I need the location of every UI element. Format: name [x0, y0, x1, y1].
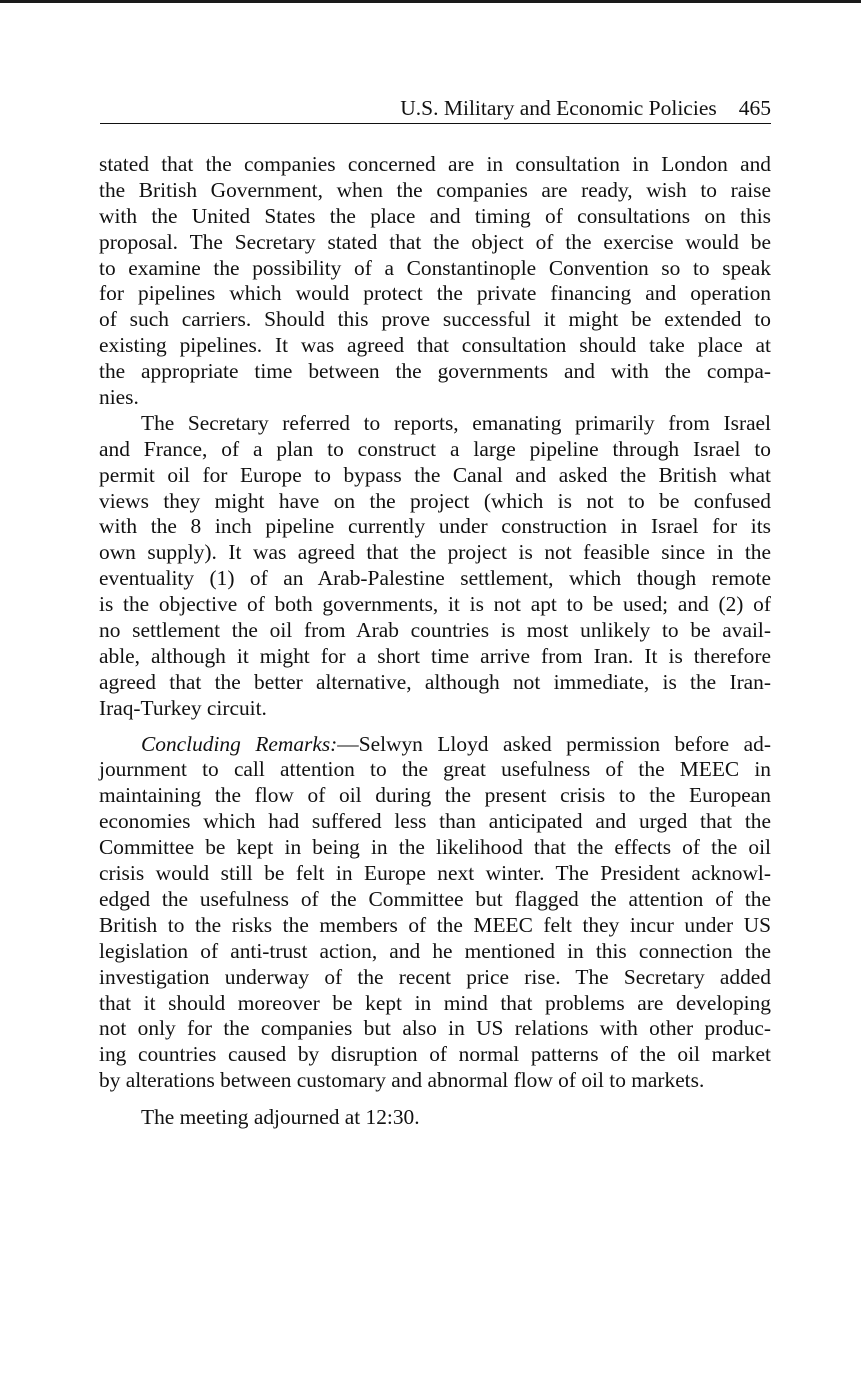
- text-line: investigation underway of the recent price rise. The Secretary added: [99, 964, 771, 989]
- lead-text: —Selwyn Lloyd asked permission before ad-: [337, 731, 771, 756]
- page-number: 465: [738, 96, 771, 120]
- text-line-lead: [99, 732, 771, 758]
- text-line: permit oil for Europe to bypass the Canal and asked the British what: [99, 462, 771, 487]
- body-text: [99, 152, 771, 1131]
- text-line: maintaining the flow of oil during the present crisis to the European: [99, 783, 771, 808]
- text-line: and France, of a plan to construct a large pipeline through Israel to: [99, 436, 771, 461]
- text-line: to examine the possibility of a Constantinople Convention so to speak: [99, 255, 771, 280]
- text-line: Committee be kept in being in the likelihood that the effects of the oil: [99, 835, 771, 860]
- text-line: eventuality (1) of an Arab-Palestine settlement, which though remote: [99, 566, 771, 591]
- text-line: no settlement the oil from Arab countries is most unlikely to be avail-: [99, 618, 771, 643]
- scan-top-border: [0, 0, 861, 3]
- paragraph-spacer: [99, 722, 771, 732]
- text-line: with the 8 inch pipeline currently under construction in Israel for its: [99, 514, 771, 539]
- text-line: is the objective of both governments, it is not apt to be used; and (2) of: [99, 592, 771, 617]
- text-line: with the United States the place and timing of consultations on this: [99, 203, 771, 228]
- text-line: own supply). It was agreed that the project is not feasible since in the: [99, 540, 771, 565]
- text-line: journment to call attention to the great usefulness of the MEEC in: [99, 757, 771, 782]
- text-line: for pipelines which would protect the private financing and operation: [99, 281, 771, 306]
- text-line: Iraq-Turkey circuit.: [99, 695, 267, 720]
- text-line: agreed that the better alternative, although not immediate, is the Iran-: [99, 669, 771, 694]
- paragraph-3: [99, 732, 771, 1094]
- text-line: proposal. The Secretary stated that the object of the exercise would be: [99, 229, 771, 254]
- text-line: existing pipelines. It was agreed that consultation should take place at: [99, 333, 771, 358]
- text-line: ing countries caused by disruption of normal patterns of the oil market: [99, 1042, 771, 1067]
- text-line: by alterations between customary and abnormal flow of oil to markets.: [99, 1068, 705, 1093]
- text-line: stated that the companies concerned are in consultation in London and: [99, 152, 771, 176]
- running-header: [100, 94, 771, 124]
- text-line: that it should moreover be kept in mind that problems are developing: [99, 990, 771, 1015]
- paragraph-4: [99, 1105, 771, 1131]
- text-line: not only for the companies but also in US relations with other produc-: [99, 1016, 771, 1041]
- text-line: the appropriate time between the governments and with the compa-: [99, 359, 771, 384]
- text-line: the British Government, when the companies are ready, wish to raise: [99, 177, 771, 202]
- text-line: economies which had suffered less than anticipated and urged that the: [99, 809, 771, 834]
- running-title: U.S. Military and Economic Policies: [400, 96, 717, 120]
- text-line: legislation of anti-trust action, and he mentioned in this connection the: [99, 938, 771, 963]
- text-line: nies.: [99, 385, 139, 410]
- meeting-adjourned-line: The meeting adjourned at 12:30.: [141, 1105, 420, 1130]
- text-line: able, although it might for a short time arrive from Iran. It is therefore: [99, 643, 771, 668]
- paragraph-spacer: [99, 1094, 771, 1105]
- paragraph-1: [99, 152, 771, 411]
- text-line: crisis would still be felt in Europe next winter. The President acknowl-: [99, 861, 771, 886]
- text-line: British to the risks the members of the MEEC felt they incur under US: [99, 912, 771, 937]
- text-line: views they might have on the project (which is not to be confused: [99, 488, 771, 513]
- text-line: The Secretary referred to reports, emanating primarily from Israel: [141, 410, 771, 435]
- text-line: of such carriers. Should this prove successful it might be extended to: [99, 307, 771, 332]
- concluding-remarks-heading: Concluding Remarks:: [141, 731, 338, 756]
- paragraph-2: [99, 411, 771, 722]
- text-line: edged the usefulness of the Committee but flagged the attention of the: [99, 886, 771, 911]
